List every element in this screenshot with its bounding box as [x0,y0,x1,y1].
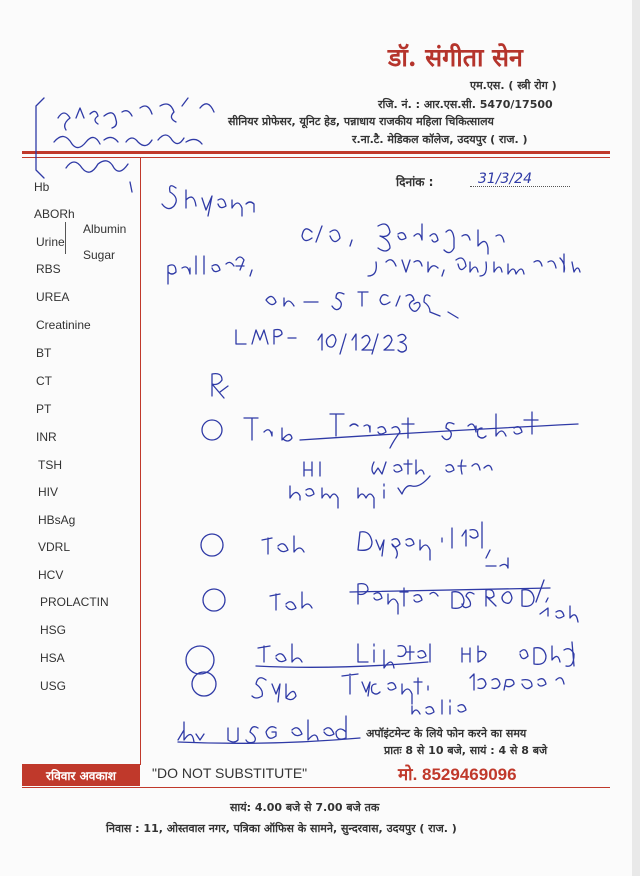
test-hbsag: HBsAg [38,513,76,527]
hw-rx [212,374,228,398]
hw-med1-note-2 [290,476,430,508]
hw-med4-number [186,646,214,674]
hw-med5-number [192,672,216,696]
registration-number: रजि. नं. : आर.एस.सी. 5470/17500 [378,98,553,111]
date-label: दिनांक : [396,175,434,189]
hw-adv-underline [178,738,360,743]
doctor-position: सीनियर प्रोफेसर, यूनिट हेड, पन्नाधाय राजकीय महिला चिकित्सालय [228,115,494,128]
test-urine: Urine [36,235,65,249]
test-urine-sugar: Sugar [83,248,116,262]
appointment-times: प्रातः 8 से 10 बजे, सायं : 4 से 8 बजे [384,744,548,757]
footer-rule [22,787,610,788]
hw-med4 [258,642,574,668]
test-hb: Hb [34,180,50,194]
hw-date: 31/3/24 [478,171,532,187]
test-inr: INR [36,430,57,444]
hw-med4-underline [256,662,428,667]
evening-hours: सायं: 4.00 बजे से 7.00 बजे तक [230,801,380,814]
hw-lmp-date [318,334,406,354]
phone-number: मो. 8529469096 [398,765,517,784]
hw-on-st [266,292,458,318]
test-urine-albumin: Albumin [83,222,127,236]
test-urea: UREA [36,290,70,304]
medical-college: र.ना.टै. मेडिकल कॉलेज, उदयपुर ( राज. ) [352,133,528,146]
hw-adv-usg [178,716,346,743]
hw-med1-number [202,420,222,440]
test-ct: CT [36,374,52,388]
hw-investigations [36,98,214,192]
hw-med5 [252,674,564,714]
appointment-title: अपॉइंटमेन्ट के लिये फोन करने का समय [366,727,527,740]
hw-med1-underline [300,424,578,440]
test-tsh: TSH [38,458,62,472]
hw-med1 [244,412,538,448]
hw-complaint [302,224,504,254]
test-rbs: RBS [36,262,61,276]
hw-med3-number [203,589,225,611]
hw-pallor [168,256,252,284]
do-not-substitute: "DO NOT SUBSTITUTE" [152,765,308,781]
doctor-qualification: एम.एस. ( स्त्री रोग ) [470,79,557,92]
test-usg: USG [40,679,67,693]
test-hiv: HIV [38,485,59,499]
test-creatinine: Creatinine [36,318,91,332]
residence-address: निवास : 11, ओस्तवाल नगर, पत्रिका ऑफिस के सामने, सुन्दरवास, उदयपुर ( राज. ) [106,822,457,835]
hw-lmp [236,330,296,345]
test-vdrl: VDRL [38,540,71,554]
test-hsg: HSG [40,623,67,637]
test-aborh: ABORh [34,207,75,221]
hw-patient-name [162,186,254,216]
test-hsa: HSA [40,651,65,665]
test-prolactin: PROLACTIN [40,595,109,609]
test-pt: PT [36,402,52,416]
test-bt: BT [36,346,52,360]
test-hcv: HCV [38,568,64,582]
hw-med1-note [304,460,492,476]
hw-med2-number [201,534,223,556]
sunday-closed-badge: रविवार अवकाश [22,764,140,786]
hw-med3 [270,580,578,622]
hw-med3-strike [350,588,550,592]
doctor-name: डॉ. संगीता सेन [388,43,523,72]
hw-med2 [262,522,508,568]
hw-complaint-2 [368,254,580,276]
